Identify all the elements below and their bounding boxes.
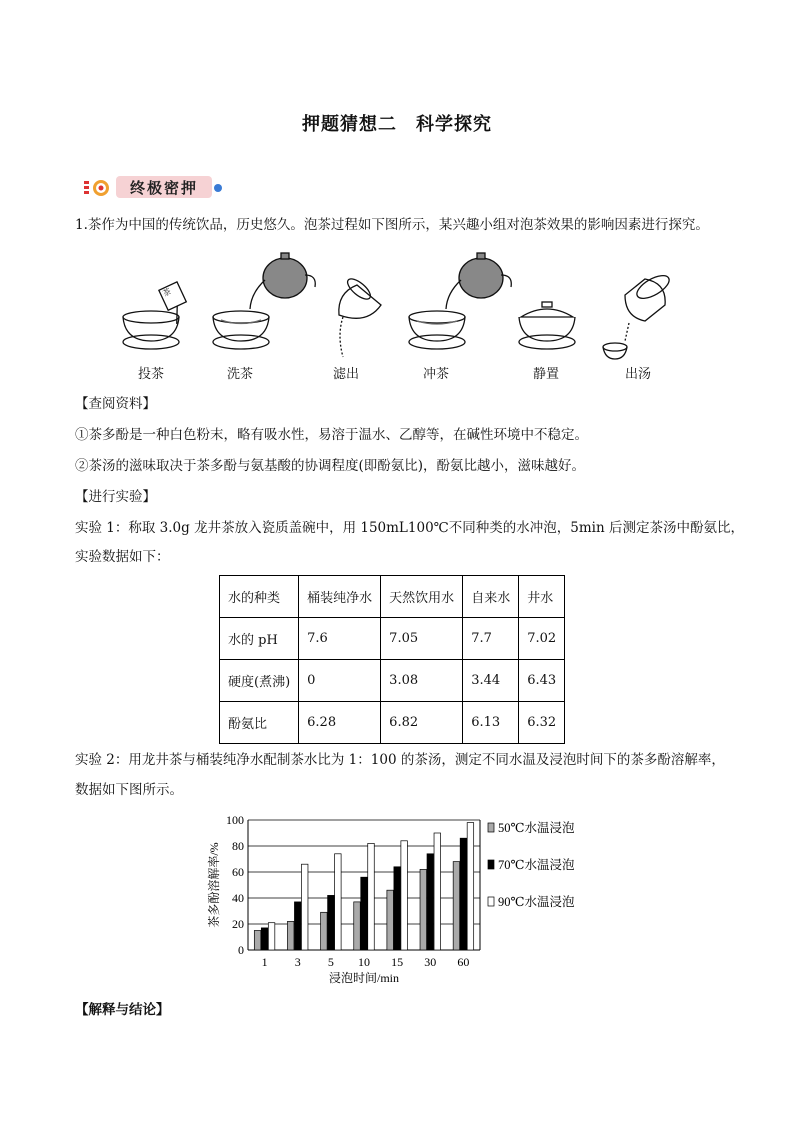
- table-cell: 7.7: [463, 618, 519, 660]
- table-header-cell: 井水: [519, 576, 565, 618]
- final-prediction-badge: [82, 176, 222, 200]
- y-tick-label: 100: [226, 813, 244, 827]
- bar: [434, 833, 441, 950]
- table-header-cell: 天然饮用水: [381, 576, 463, 618]
- x-tick-label: 30: [424, 955, 437, 969]
- covered-gaiwan-icon: [519, 302, 575, 349]
- y-tick-label: 40: [232, 891, 244, 905]
- table-cell: 6.32: [519, 702, 565, 744]
- bar: [335, 854, 342, 950]
- table-cell: 0: [299, 660, 381, 702]
- bar: [354, 902, 361, 950]
- x-tick-label: 10: [358, 955, 370, 969]
- table-cell: 酚氨比: [220, 702, 299, 744]
- bar: [254, 931, 261, 951]
- bar: [294, 902, 301, 950]
- legend-label: 70℃水温浸泡: [498, 858, 575, 872]
- bar: [261, 928, 267, 950]
- y-tick-label: 80: [232, 839, 244, 853]
- gaiwan-cup-icon: [409, 311, 465, 349]
- y-tick-label: 20: [232, 917, 244, 931]
- x-tick-label: 3: [294, 955, 301, 969]
- legend-swatch: [488, 823, 494, 832]
- table-row: [220, 660, 565, 702]
- legend-swatch: [488, 860, 494, 869]
- target-icon: [82, 176, 114, 200]
- bar: [287, 921, 294, 950]
- bar-chart-svg: [200, 810, 600, 990]
- material-item: ②茶汤的滋味取决于茶多酚与氨基酸的协调程度(即酚氨比)，酚氨比越小，滋味越好。: [75, 458, 586, 474]
- legend-swatch: [488, 897, 494, 906]
- tea-tag-label: 茶: [161, 286, 173, 299]
- table-cell: 3.44: [463, 660, 519, 702]
- table-cell: 6.43: [519, 660, 565, 702]
- x-tick-label: 5: [327, 955, 334, 969]
- bar: [460, 838, 467, 950]
- bar: [420, 869, 427, 950]
- serving-cup-icon: [603, 271, 673, 359]
- table-cell: 3.08: [381, 660, 463, 702]
- gaiwan-cup-icon: [123, 311, 179, 349]
- table-cell: 硬度(煮沸): [220, 660, 299, 702]
- experiment-1-text: 实验数据如下：: [75, 549, 170, 565]
- table-cell: 7.02: [519, 618, 565, 660]
- section-conclusion-heading: 【解释与结论】: [75, 1002, 170, 1018]
- bar: [387, 890, 394, 950]
- material-item: ①茶多酚是一种白色粉末，略有吸水性，易溶于温水、乙醇等，在碱性环境中不稳定。: [75, 427, 588, 443]
- experiment-2-text: 实验 2：用龙井茶与桶装纯净水配制茶水比为 1：100 的茶汤，测定不同水温及浸泡时间下的茶多酚溶解率，: [75, 752, 725, 768]
- bar: [401, 841, 408, 950]
- question-intro: 1.茶作为中国的传统饮品，历史悠久。泡茶过程如下图所示，某兴趣小组对泡茶效果的影响因素进行探究。: [75, 217, 709, 233]
- step-label: 投茶: [138, 367, 165, 382]
- x-tick-label: 15: [391, 955, 404, 969]
- table-cell: 6.13: [463, 702, 519, 744]
- step-label: 冲茶: [423, 367, 450, 382]
- badge-label-box: [116, 176, 212, 198]
- x-tick-label: 60: [457, 955, 470, 969]
- dissolution-rate-chart: [200, 810, 600, 990]
- table-cell: 7.05: [381, 618, 463, 660]
- bar: [361, 877, 368, 950]
- bar: [301, 864, 308, 950]
- experiment-2-text: 数据如下图所示。: [75, 782, 183, 798]
- gaiwan-cup-icon: [213, 311, 269, 349]
- page-title: 押题猜想二 科学探究: [302, 114, 492, 135]
- table-cell: 7.6: [299, 618, 381, 660]
- y-tick-label: 60: [232, 865, 244, 879]
- bar: [368, 843, 375, 950]
- dot-icon: [213, 183, 223, 193]
- teapot-icon: [446, 253, 511, 309]
- bar: [467, 823, 474, 950]
- table-header-row: [220, 576, 565, 618]
- tea-steps-illustration: [105, 245, 685, 385]
- x-tick-label: 1: [261, 955, 268, 969]
- table-cell: 6.82: [381, 702, 463, 744]
- table-row: [220, 702, 565, 744]
- bar: [321, 912, 328, 950]
- pour-out-cup-icon: [339, 275, 381, 357]
- step-label: 洗茶: [227, 367, 254, 382]
- y-axis-label: 茶多酚溶解率/%: [207, 842, 221, 928]
- table-header-cell: 水的种类: [220, 576, 299, 618]
- experiment-1-text: 实验 1：称取 3.0g 龙井茶放入瓷质盖碗中，用 150mL100℃不同种类的水冲泡，5min 后测定茶汤中酚氨比，: [75, 520, 744, 536]
- step-label: 静置: [533, 367, 560, 382]
- badge-label: 终极密押: [129, 178, 198, 197]
- table-cell: 水的 pH: [220, 618, 299, 660]
- bar: [427, 854, 434, 950]
- section-experiment-heading: 【进行实验】: [75, 489, 156, 505]
- table-row: [220, 618, 565, 660]
- table-header-cell: 桶装纯净水: [299, 576, 381, 618]
- bar: [328, 895, 335, 950]
- legend-label: 90℃水温浸泡: [498, 895, 575, 909]
- step-label: 出汤: [625, 367, 652, 382]
- x-axis-label: 浸泡时间/min: [328, 971, 400, 985]
- y-tick-label: 0: [238, 943, 244, 957]
- tea-process-drawing: [105, 245, 685, 365]
- table-header-cell: 自来水: [463, 576, 519, 618]
- bar: [453, 862, 460, 950]
- table-cell: 6.28: [299, 702, 381, 744]
- legend-label: 50℃水温浸泡: [498, 821, 575, 835]
- step-label: 滤出: [333, 367, 360, 382]
- teapot-icon: [250, 253, 315, 309]
- bar: [394, 867, 401, 950]
- bar: [268, 923, 275, 950]
- water-type-table: [219, 575, 565, 744]
- section-materials-heading: 【查阅资料】: [75, 396, 156, 412]
